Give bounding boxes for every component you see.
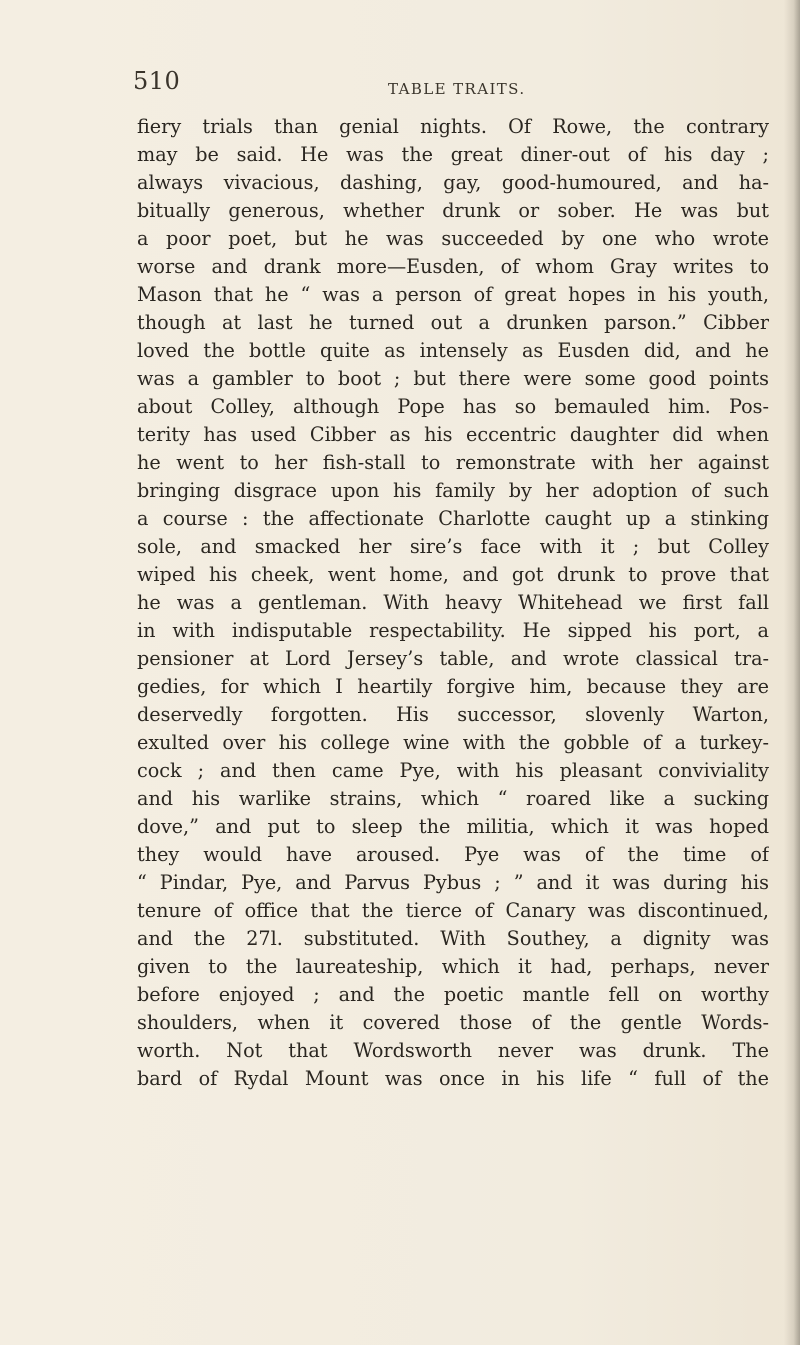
page-number: 510 (133, 67, 181, 95)
text-line: always vivacious, dashing, gay, good-humoured, and ha- (137, 171, 769, 194)
text-line: terity has used Cibber as his eccentric daughter did when (137, 423, 769, 446)
text-line: bard of Rydal Mount was once in his life “ full of the (137, 1067, 769, 1090)
text-line: loved the bottle quite as intensely as Eusden did, and he (137, 339, 769, 362)
text-line: about Colley, although Pope has so bemauled him. Pos- (137, 395, 769, 418)
running-title: TABLE TRAITS. (388, 80, 526, 98)
text-line: dove,” and put to sleep the militia, which it was hoped (137, 815, 769, 838)
text-line: and the 27l. substituted. With Southey, a dignity was (137, 927, 769, 950)
text-line: and his warlike strains, which “ roared like a sucking (137, 787, 769, 810)
text-line: tenure of office that the tierce of Canary was discontinued, (137, 899, 769, 922)
text-line: bringing disgrace upon his family by her adoption of such (137, 479, 769, 502)
text-line: may be said. He was the great diner-out of his day ; (137, 143, 769, 166)
text-line: was a gambler to boot ; but there were some good points (137, 367, 769, 390)
text-line: he went to her fish-stall to remonstrate with her against (137, 451, 769, 474)
text-line: given to the laureateship, which it had, perhaps, never (137, 955, 769, 978)
text-line: worth. Not that Wordsworth never was drunk. The (137, 1039, 769, 1062)
text-line: cock ; and then came Pye, with his pleasant conviviality (137, 759, 769, 782)
text-line: wiped his cheek, went home, and got drunk to prove that (137, 563, 769, 586)
text-line: Mason that he “ was a person of great hopes in his youth, (137, 283, 769, 306)
text-line: they would have aroused. Pye was of the time of (137, 843, 769, 866)
text-line: before enjoyed ; and the poetic mantle fell on worthy (137, 983, 769, 1006)
text-line: gedies, for which I heartily forgive him, because they are (137, 675, 769, 698)
text-line: bitually generous, whether drunk or sober. He was but (137, 199, 769, 222)
text-line: exulted over his college wine with the gobble of a turkey- (137, 731, 769, 754)
page-edge-shadow (784, 0, 800, 1345)
text-line: in with indisputable respectability. He sipped his port, a (137, 619, 769, 642)
text-line: he was a gentleman. With heavy Whitehead we first fall (137, 591, 769, 614)
text-line: worse and drank more—Eusden, of whom Gray writes to (137, 255, 769, 278)
body-text (137, 113, 769, 1093)
text-line: a poor poet, but he was succeeded by one who wrote (137, 227, 769, 250)
text-line: pensioner at Lord Jersey’s table, and wrote classical tra- (137, 647, 769, 670)
text-line: deservedly forgotten. His successor, slovenly Warton, (137, 703, 769, 726)
text-line: shoulders, when it covered those of the gentle Words- (137, 1011, 769, 1034)
text-line: fiery trials than genial nights. Of Rowe, the contrary (137, 115, 769, 138)
text-line: sole, and smacked her sire’s face with it ; but Colley (137, 535, 769, 558)
text-line: “ Pindar, Pye, and Parvus Pybus ; ” and it was during his (137, 871, 769, 894)
text-line: a course : the affectionate Charlotte caught up a stinking (137, 507, 769, 530)
text-line: though at last he turned out a drunken parson.” Cibber (137, 311, 769, 334)
